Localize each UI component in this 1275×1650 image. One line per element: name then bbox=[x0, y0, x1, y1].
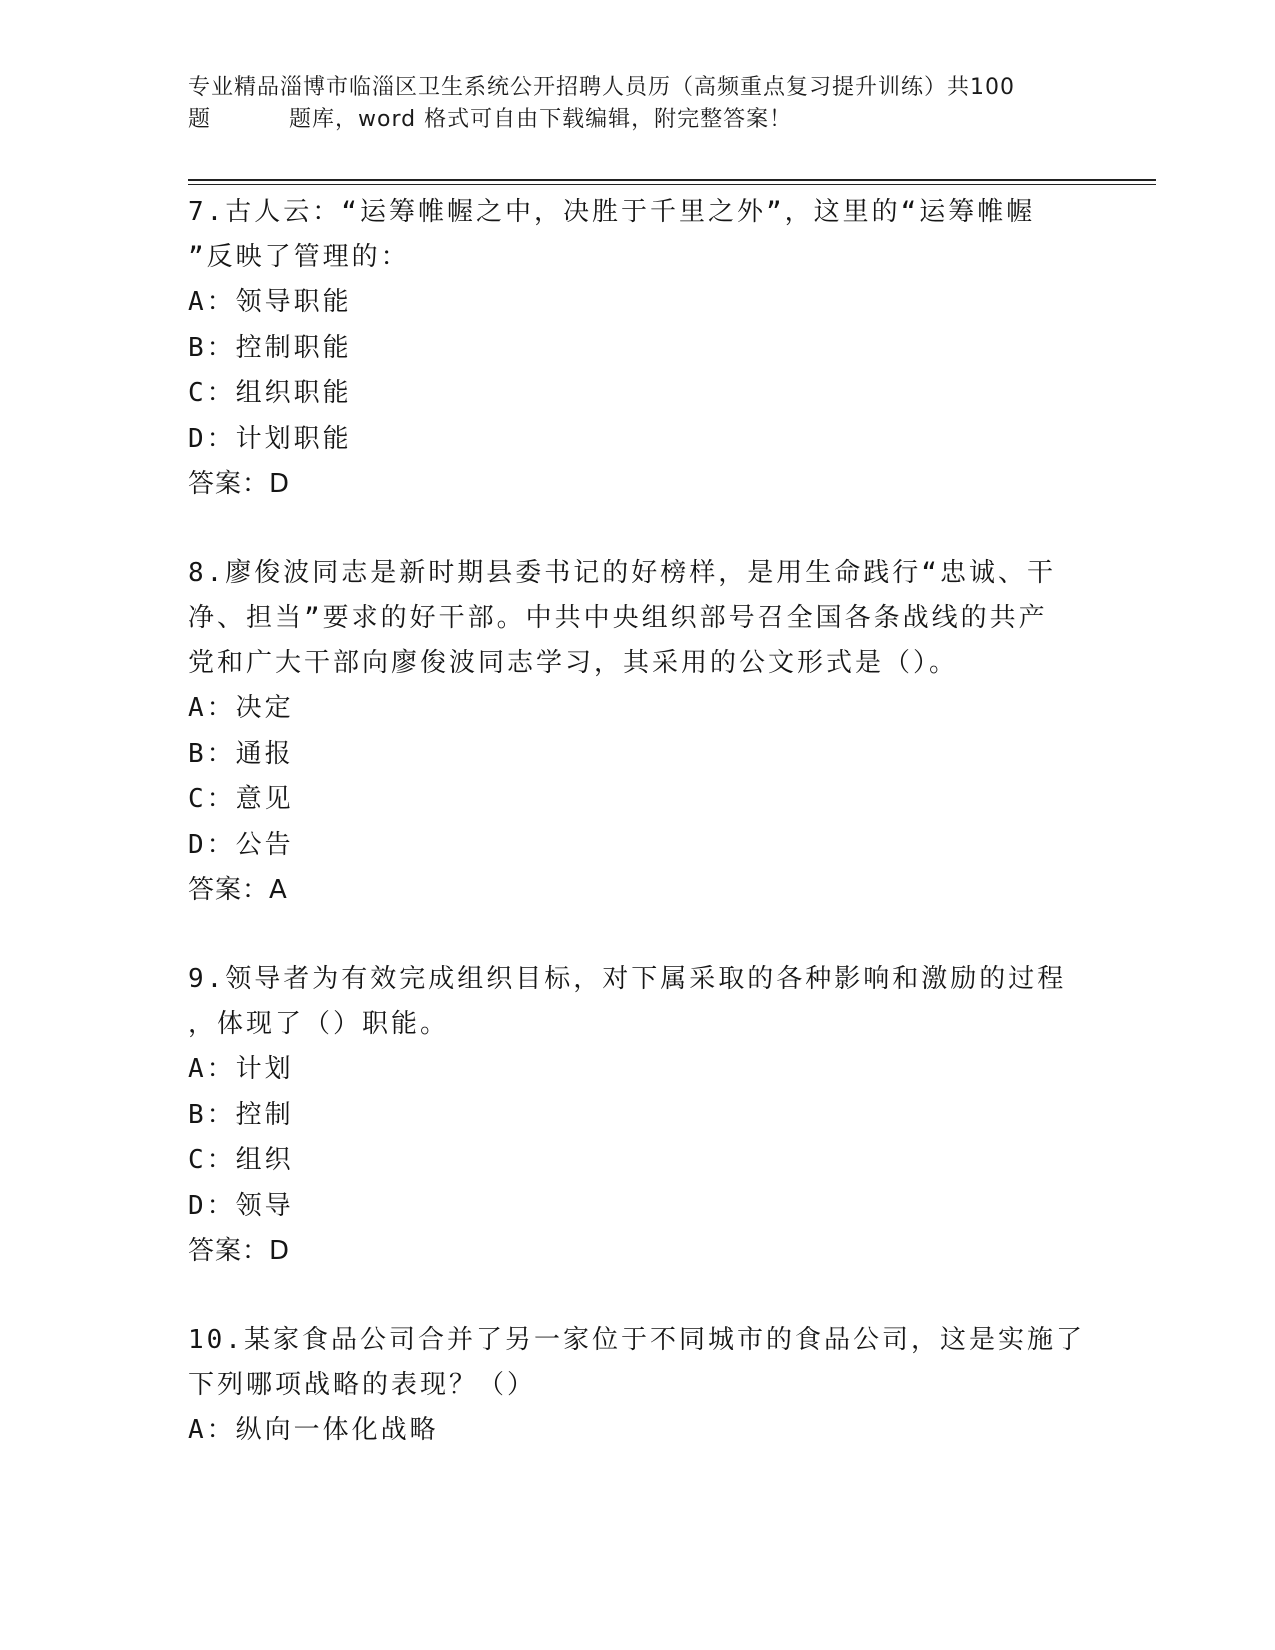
question-text-line: ，体现了（）职能。 bbox=[188, 1008, 450, 1039]
answer-line: 答案：D bbox=[188, 469, 291, 500]
question-list bbox=[188, 190, 1088, 1454]
answer-line: 答案：D bbox=[188, 1236, 291, 1267]
question-text-line: 10.某家食品公司合并了另一家位于不同城市的食品公司，这是实施了 bbox=[188, 1324, 1085, 1355]
option-d: D：计划职能 bbox=[188, 423, 352, 454]
question-text-line: 8.廖俊波同志是新时期县委书记的好榜样，是用生命践行“忠诚、干 bbox=[188, 557, 1056, 588]
option-c: C：意见 bbox=[188, 784, 294, 815]
header-title-line-2-end: 题库，word 格式可自由下载编辑，附完整答案！ bbox=[289, 107, 793, 132]
question-text-line: 7.古人云：“运筹帷幄之中，决胜于千里之外”，这里的“运筹帷幄 bbox=[188, 197, 1036, 227]
option-a: A：决定 bbox=[188, 692, 294, 723]
option-d: D：领导 bbox=[188, 1190, 294, 1221]
option-c: C：组织 bbox=[188, 1145, 294, 1176]
header-title-line-1: 专业精品淄博市临淄区卫生系统公开招聘人员历（高频重点复习提升训练）共100 bbox=[188, 75, 1015, 100]
question-9 bbox=[188, 957, 1088, 1275]
question-text-line: 党和广大干部向廖俊波同志学习，其采用的公文形式是（）。 bbox=[188, 647, 959, 678]
header-divider-thin bbox=[188, 184, 1156, 185]
document-header bbox=[188, 72, 1088, 136]
question-text-line: 9.领导者为有效完成组织目标，对下属采取的各种影响和激励的过程 bbox=[188, 963, 1067, 994]
question-text-line: 下列哪项战略的表现？（） bbox=[188, 1369, 537, 1400]
option-a: A：纵向一体化战略 bbox=[188, 1414, 439, 1445]
option-a: A：领导职能 bbox=[188, 287, 352, 317]
option-b: B：通报 bbox=[188, 738, 294, 769]
header-divider-thick bbox=[188, 179, 1156, 181]
question-text-line: ”反映了管理的： bbox=[188, 242, 410, 272]
option-c: C：组织职能 bbox=[188, 378, 352, 409]
option-b: B：控制职能 bbox=[188, 332, 352, 363]
question-8 bbox=[188, 551, 1088, 914]
question-7 bbox=[188, 190, 1088, 508]
header-title-line-2-start: 题 bbox=[188, 107, 212, 132]
option-a: A：计划 bbox=[188, 1053, 294, 1084]
option-d: D：公告 bbox=[188, 829, 294, 860]
question-text-line: 净、担当”要求的好干部。中共中央组织部号召全国各条战线的共产 bbox=[188, 602, 1048, 633]
answer-line: 答案：A bbox=[188, 875, 288, 906]
header-title-line-2 bbox=[188, 104, 1088, 136]
option-b: B：控制 bbox=[188, 1099, 294, 1130]
question-10 bbox=[188, 1318, 1088, 1454]
